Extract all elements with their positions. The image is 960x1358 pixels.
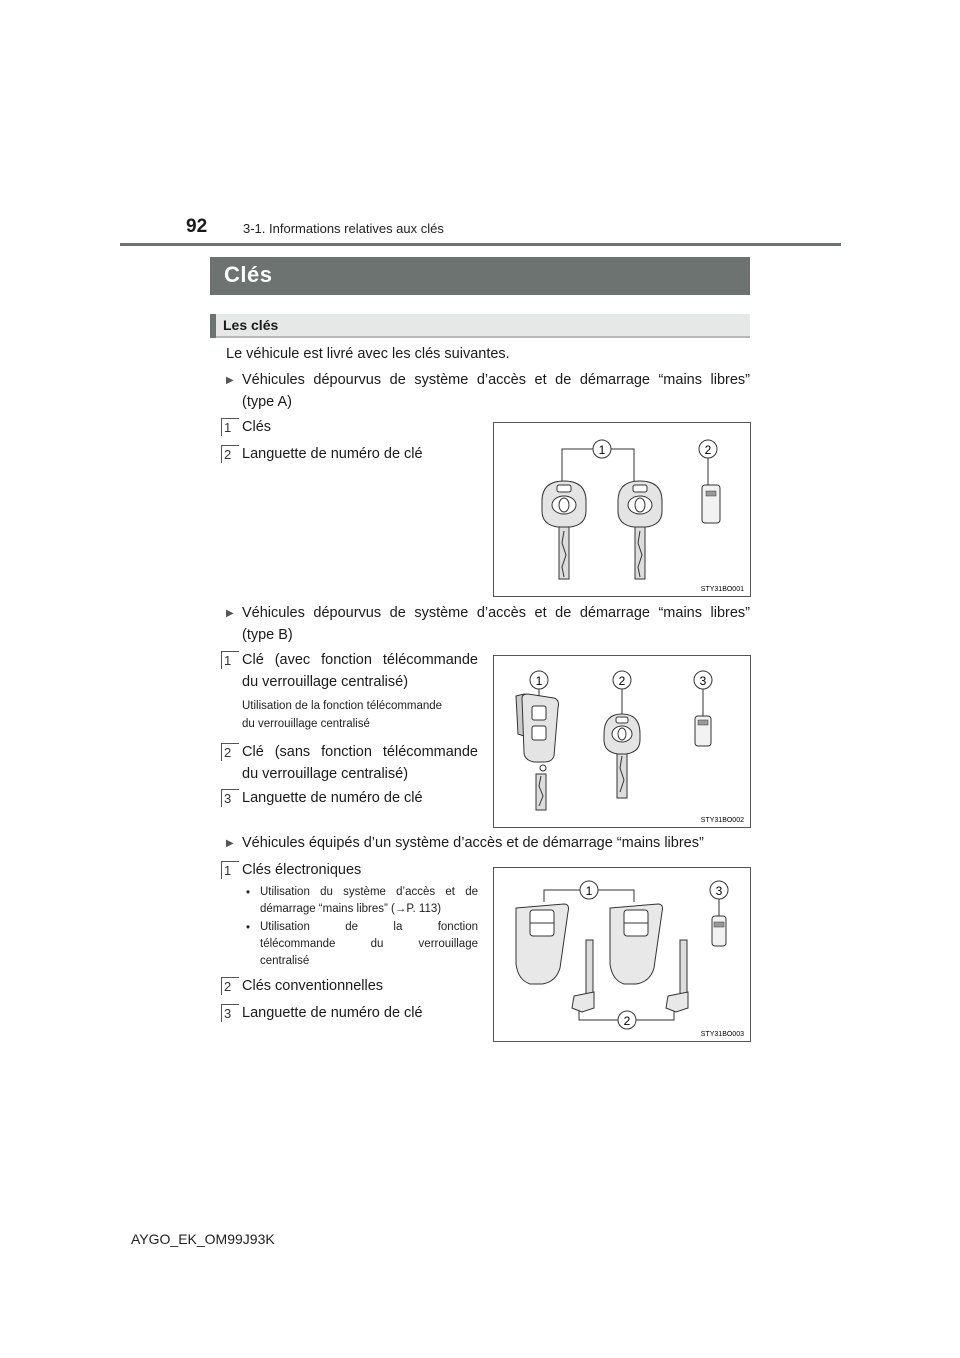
page-number: 92 [186,216,208,237]
group-c-bullet-1-line2: démarrage “mains libres” (→P. 113) [260,903,442,915]
figure-code: STY31BO003 [700,1031,744,1038]
group-b-item-1-note-line1: Utilisation de la fonction télécommande [242,700,443,712]
footer-code: AYGO_EK_OM99J93K [131,1231,275,1247]
group-c-item-1: Clés électroniques [242,862,362,878]
callout-2: 2 [704,443,712,457]
group-a-item-1: Clés [242,419,272,435]
callout-3: 3 [699,674,707,688]
electronic-key-icon [610,904,688,1012]
subtitle: Les clés [223,317,279,333]
bullet-dot: • [246,887,251,899]
callout-2: 2 [618,674,626,688]
group-c-bullet-2-line3: centralisé [260,955,310,967]
figure-code: STY31BO002 [700,817,744,824]
item-number: 2 [221,977,239,995]
key-number-tag-icon [712,916,726,946]
group-c-bullet-2-line2: télécommande du verrouillage [260,938,478,950]
remote-key-icon [516,694,559,810]
item-number: 1 [221,418,239,436]
keys-type-c-illustration [494,868,750,1041]
callout-3: 3 [715,884,723,898]
triangle-bullet-icon: ▶ [226,838,234,849]
callout-1: 1 [535,674,543,688]
key-number-tag-icon [695,716,711,746]
subtitle-bar [210,314,750,338]
key-icon [618,481,662,579]
figure-type-c [493,867,751,1042]
group-b-item-3: Languette de numéro de clé [242,790,423,806]
subtitle-accent [210,314,216,338]
item-number: 2 [221,743,239,761]
group-b-item-2-line2: du verrouillage centralisé) [242,766,409,782]
callout-1: 1 [598,443,606,457]
bullet-dot: • [246,922,251,934]
triangle-bullet-icon: ▶ [226,608,234,619]
electronic-key-icon [516,904,594,1012]
page-title: Clés [224,262,273,287]
group-b-item-1-line2: du verrouillage centralisé) [242,674,409,690]
group-c-bullet-1-line1: Utilisation du système d’accès et de [260,886,478,898]
keys-type-b-illustration [494,656,750,827]
item-number: 3 [221,789,239,807]
intro-text: Le véhicule est livré avec les clés suivantes. [226,346,510,362]
group-a-heading-line1: Véhicules dépourvus de système d’accès et de démarrage “mains libres” [242,372,750,388]
group-c-bullet-2-line1: Utilisation de la fonction [260,921,478,933]
key-icon [604,714,640,798]
callout-1: 1 [585,884,593,898]
group-a-item-2: Languette de numéro de clé [242,446,423,462]
group-b-item-1-line1: Clé (avec fonction télécommande [242,652,478,668]
callout-2: 2 [623,1014,631,1028]
key-number-tag-icon [702,485,720,523]
figure-code: STY31BO001 [700,586,744,593]
triangle-bullet-icon: ▶ [226,375,234,386]
group-b-heading-line1: Véhicules dépourvus de système d’accès et de démarrage “mains libres” [242,605,750,621]
section-title: 3-1. Informations relatives aux clés [243,221,444,236]
group-a-heading-line2: (type A) [242,394,292,410]
item-number: 2 [221,445,239,463]
group-c-item-2: Clés conventionnelles [242,978,384,994]
header-rule [120,243,841,246]
group-b-item-1-note-line2: du verrouillage centralisé [242,718,370,730]
item-number: 1 [221,861,239,879]
group-c-heading: Véhicules équipés d’un système d’accès et de démarrage “mains libres” [242,835,704,851]
figure-type-b [493,655,751,828]
figure-type-a [493,422,751,597]
group-b-heading-line2: (type B) [242,627,293,643]
key-icon [542,481,586,579]
item-number: 1 [221,651,239,669]
title-bar [210,257,750,295]
keys-type-a-illustration [494,423,750,596]
group-c-item-3: Languette de numéro de clé [242,1005,423,1021]
item-number: 3 [221,1004,239,1022]
group-b-item-2-line1: Clé (sans fonction télécommande [242,744,478,760]
